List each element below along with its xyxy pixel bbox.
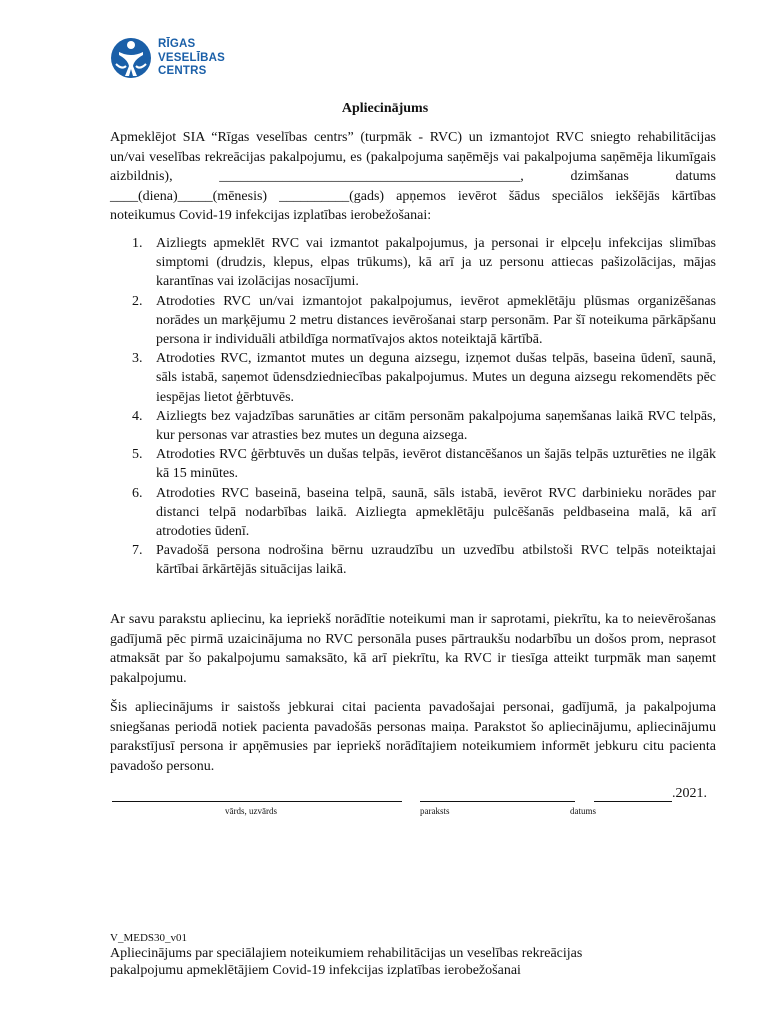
list-item-text: Atrodoties RVC un/vai izmantojot pakalpojumus, ievērot apmeklētāju plūsmas organizēšanas norādes un marķējumu 2 metru distances ievērošanai starp personām. Par šī noteikuma pārkāpšanu persona ir individuāli atbildīga normatīvajos aktos noteiktajā kārtībā. bbox=[156, 293, 716, 348]
signature-block bbox=[0, 786, 770, 826]
document-footer bbox=[110, 931, 730, 979]
list-item-number: 4. bbox=[132, 408, 143, 424]
consent-paragraph: Ar savu parakstu apliecinu, ka iepriekš norādītie noteikumi man ir saprotami, piekrītu, ka to neievērošanas gadījumā pēc pirmā uzaicinājuma no RVC personāla puses pārtraukšu nodarbību un došos prom, neprasot atmaksāt par šo pakalpojumu samaksāto, kā arī piekrītu, ka RVC ir tiesīga atteikt turpmāk man saņemt pakalpojumu. bbox=[110, 612, 716, 686]
logo-emblem-icon bbox=[110, 36, 154, 82]
logo-text bbox=[158, 38, 225, 79]
intro-paragraph: Apmeklējot SIA “Rīgas veselības centrs” (turpmāk - RVC) un izmantojot RVC sniegto rehabilitācijas un/vai veselības rekreācijas pakalpojumu, es (pakalpojuma saņēmējs vai pakalpojuma saņēmēja likumīgais aizbildnis), ___________________________________________, dzimšanas datums ____(diena)_____(mēnesis) __________(gads) apņemos ievērot šādus speciālos iekšējās kārtības noteikumus Covid-19 infekcijas izplatības ierobežošanai: bbox=[110, 130, 716, 223]
date-line[interactable] bbox=[594, 801, 672, 802]
list-item bbox=[110, 292, 716, 350]
list-item-number: 3. bbox=[132, 351, 143, 367]
list-item-text: Atrodoties RVC, izmantot mutes un deguna aizsegu, izņemot dušas telpās, baseina ūdenī, saunā, sāls istabā, saņemot ūdensdziedniecības pakalpojumus. Mutes un deguna aizsegu rekomendēts pēc iespējas lietot ģērbtuvēs. bbox=[156, 351, 716, 405]
document-title: Apliecinājums bbox=[341, 101, 429, 116]
list-item-number: 1. bbox=[132, 236, 143, 251]
list-item-number: 6. bbox=[132, 485, 143, 501]
date-caption: datums bbox=[570, 806, 596, 816]
footer-line-2: pakalpojumu apmeklētājiem Covid-19 infekcijas izplatības ierobežošanai bbox=[110, 963, 521, 978]
list-item bbox=[110, 541, 716, 579]
list-item bbox=[110, 445, 716, 483]
year-suffix: .2021. bbox=[672, 786, 707, 801]
list-item-text: Pavadošā persona nodrošina bērnu uzraudzību un uzvedību atbilstoši RVC telpās noteiktajai kārtībai ārkārtējās situācijas laikā. bbox=[156, 543, 716, 578]
binding-paragraph: Šis apliecinājums ir saistošs jebkurai citai pacienta pavadošajai personai, gadījumā, ja pakalpojuma sniegšanas periodā notiek pacienta pavadošās personas maiņa. Parakstot šo apliecinājumu, apliecinājumu parakstījusī persona ir apņēmusies par iepriekš norādītajiem noteikumiem informēt jebkuru citu pacienta pavadošo personu. bbox=[110, 700, 716, 774]
logo-line-2: VESELĪBAS bbox=[158, 51, 225, 64]
list-item-number: 7. bbox=[132, 543, 143, 559]
name-caption: vārds, uzvārds bbox=[225, 806, 277, 816]
name-signature-line[interactable] bbox=[112, 801, 402, 802]
footer-line-1: Apliecinājums par speciālajiem noteikumiem rehabilitācijas un veselības rekreācijas bbox=[110, 946, 583, 961]
list-item bbox=[110, 407, 716, 445]
signature-caption: paraksts bbox=[420, 806, 450, 816]
document-code: V_MEDS30_v01 bbox=[110, 932, 188, 944]
list-item-text: Atrodoties RVC baseinā, baseina telpā, saunā, sāls istabā, ievērot RVC darbinieku norādes par distanci telpā nodarbības laikā. Aizliegta apmeklētāju pulcēšanās peldbaseina malā, kā arī atrodoties ūdenī. bbox=[156, 485, 716, 540]
signature-line[interactable] bbox=[420, 801, 575, 802]
list-item-text: Aizliegts bez vajadzības sarunāties ar citām personām pakalpojuma saņemšanas laikā RVC telpās, kur personas var atrasties bez mutes un deguna aizsega. bbox=[156, 408, 716, 444]
list-item-text: Atrodoties RVC ģērbtuvēs un dušas telpās, ievērot distancēšanos un šajās telpās uzturēties ne ilgāk kā 15 minūtes. bbox=[156, 447, 716, 482]
list-item-text: Aizliegts apmeklēt RVC vai izmantot pakalpojumus, ja personai ir elpceļu infekcijas slimības simptomi (drudzis, klepus, elpas trūkums), kā arī ja uz personu attiecas pašizolācijas, mājas karantīnas vai izolācijas nosacījumi. bbox=[156, 236, 716, 290]
list-item-number: 5. bbox=[132, 447, 143, 463]
rvc-logo bbox=[110, 36, 240, 84]
logo-line-1: RĪGAS bbox=[158, 38, 196, 50]
rules-list bbox=[110, 234, 716, 580]
list-item bbox=[110, 484, 716, 542]
list-item bbox=[110, 349, 716, 407]
logo-line-3: CENTRS bbox=[158, 65, 207, 77]
list-item-number: 2. bbox=[132, 293, 143, 309]
list-item bbox=[110, 234, 716, 292]
